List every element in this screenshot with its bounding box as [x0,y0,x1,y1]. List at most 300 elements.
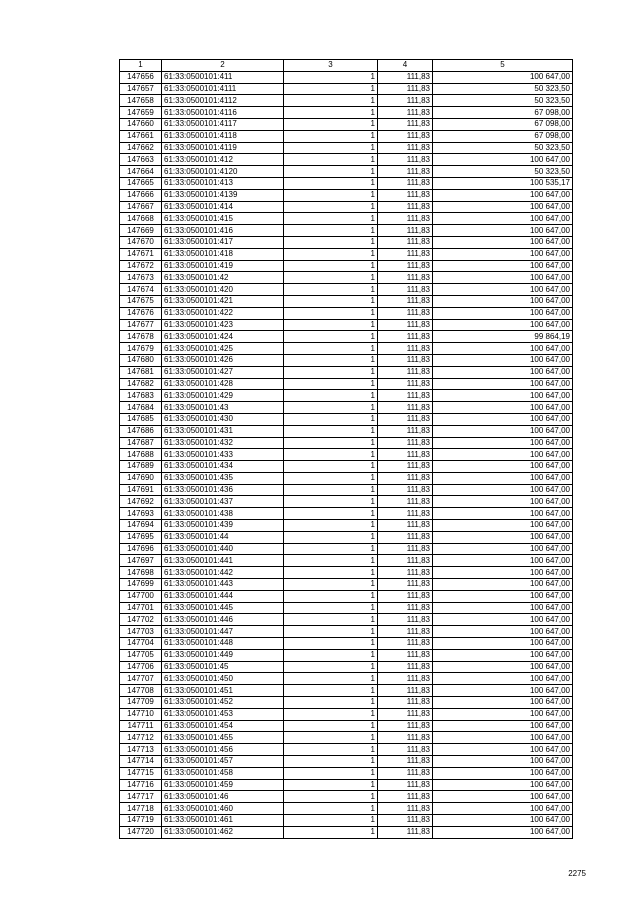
table-cell: 1 [284,307,378,319]
table-cell: 111,83 [378,248,433,260]
table-cell: 111,83 [378,449,433,461]
table-cell: 111,83 [378,343,433,355]
table-cell: 61:33:0500101:439 [162,520,284,532]
table-cell: 61:33:0500101:458 [162,767,284,779]
table-cell: 1 [284,236,378,248]
table-cell: 147674 [120,284,162,296]
table-cell: 147672 [120,260,162,272]
table-row [120,390,573,402]
table-cell: 1 [284,378,378,390]
table-cell: 111,83 [378,366,433,378]
table-row [120,472,573,484]
table-cell: 61:33:0500101:451 [162,685,284,697]
table-cell: 147716 [120,779,162,791]
table-cell: 50 323,50 [433,83,573,95]
table-row [120,461,573,473]
table-cell: 61:33:0500101:452 [162,697,284,709]
table-row [120,378,573,390]
table-cell: 1 [284,118,378,130]
table-cell: 61:33:0500101:445 [162,602,284,614]
table-cell: 61:33:0500101:437 [162,496,284,508]
table-cell: 1 [284,83,378,95]
table-cell: 1 [284,248,378,260]
table-cell: 61:33:0500101:436 [162,484,284,496]
table-row [120,142,573,154]
table-row [120,779,573,791]
table-cell: 147659 [120,107,162,119]
table-cell: 100 647,00 [433,638,573,650]
table-cell: 100 647,00 [433,614,573,626]
table-row [120,626,573,638]
table-cell: 50 323,50 [433,142,573,154]
table-cell: 100 647,00 [433,697,573,709]
table-row [120,614,573,626]
table-row [120,590,573,602]
table-row [120,484,573,496]
table-row [120,673,573,685]
table-row [120,732,573,744]
table-cell: 1 [284,555,378,567]
table-cell: 61:33:0500101:460 [162,803,284,815]
table-cell: 111,83 [378,83,433,95]
table-cell: 61:33:0500101:426 [162,354,284,366]
table-cell: 100 647,00 [433,531,573,543]
table-cell: 147679 [120,343,162,355]
table-cell: 61:33:0500101:428 [162,378,284,390]
table-cell: 100 647,00 [433,661,573,673]
table-cell: 100 647,00 [433,520,573,532]
table-row [120,107,573,119]
table-cell: 111,83 [378,496,433,508]
table-cell: 61:33:0500101:457 [162,756,284,768]
table-cell: 100 647,00 [433,496,573,508]
table-cell: 147707 [120,673,162,685]
table-row [120,213,573,225]
table-cell: 111,83 [378,213,433,225]
table-row [120,496,573,508]
table-row [120,154,573,166]
table-row [120,508,573,520]
table-cell: 147717 [120,791,162,803]
table-row [120,295,573,307]
table-cell: 147665 [120,177,162,189]
table-cell: 100 647,00 [433,390,573,402]
table-cell: 1 [284,590,378,602]
table-row [120,331,573,343]
table-cell: 111,83 [378,826,433,838]
table-cell: 1 [284,673,378,685]
table-cell: 100 647,00 [433,626,573,638]
table-row [120,767,573,779]
table-cell: 111,83 [378,425,433,437]
table-cell: 50 323,50 [433,95,573,107]
table-cell: 147668 [120,213,162,225]
table-cell: 1 [284,225,378,237]
table-cell: 61:33:0500101:440 [162,543,284,555]
table-cell: 61:33:0500101:43 [162,402,284,414]
table-cell: 1 [284,803,378,815]
table-row [120,543,573,555]
table-cell: 100 647,00 [433,579,573,591]
table-cell: 147706 [120,661,162,673]
table-cell: 61:33:0500101:413 [162,177,284,189]
table-cell: 61:33:0500101:424 [162,331,284,343]
table-cell: 147661 [120,130,162,142]
table-cell: 147662 [120,142,162,154]
table-row [120,343,573,355]
table-cell: 61:33:0500101:411 [162,71,284,83]
table-cell: 1 [284,177,378,189]
table-cell: 111,83 [378,756,433,768]
table-cell: 1 [284,260,378,272]
table-cell: 147695 [120,531,162,543]
table-cell: 147704 [120,638,162,650]
table-cell: 1 [284,366,378,378]
table-cell: 1 [284,272,378,284]
table-cell: 111,83 [378,649,433,661]
table-cell: 1 [284,649,378,661]
table-row [120,803,573,815]
table-cell: 111,83 [378,732,433,744]
table-row [120,413,573,425]
table-cell: 147708 [120,685,162,697]
table-cell: 1 [284,756,378,768]
table-cell: 1 [284,508,378,520]
table-cell: 111,83 [378,626,433,638]
table-cell: 111,83 [378,437,433,449]
table-cell: 100 647,00 [433,284,573,296]
table-cell: 100 535,17 [433,177,573,189]
table-cell: 111,83 [378,484,433,496]
table-cell: 61:33:0500101:431 [162,425,284,437]
table-row [120,555,573,567]
table-cell: 100 647,00 [433,484,573,496]
table-row [120,720,573,732]
table-cell: 111,83 [378,107,433,119]
table-cell: 111,83 [378,295,433,307]
table-row [120,225,573,237]
table-cell: 1 [284,213,378,225]
table-cell: 100 647,00 [433,354,573,366]
table-cell: 100 647,00 [433,154,573,166]
table-cell: 111,83 [378,661,433,673]
table-row [120,236,573,248]
table-cell: 111,83 [378,307,433,319]
table-cell: 147675 [120,295,162,307]
table-cell: 111,83 [378,272,433,284]
table-row [120,118,573,130]
table-cell: 1 [284,708,378,720]
table-cell: 61:33:0500101:454 [162,720,284,732]
table-cell: 1 [284,815,378,827]
table-cell: 100 647,00 [433,685,573,697]
table-cell: 111,83 [378,531,433,543]
table-cell: 111,83 [378,579,433,591]
table-cell: 1 [284,331,378,343]
table-cell: 61:33:0500101:442 [162,567,284,579]
table-cell: 1 [284,779,378,791]
table-row [120,756,573,768]
table-cell: 61:33:0500101:422 [162,307,284,319]
table-cell: 1 [284,614,378,626]
table-cell: 100 647,00 [433,319,573,331]
table-cell: 1 [284,201,378,213]
table-cell: 100 647,00 [433,449,573,461]
table-cell: 111,83 [378,331,433,343]
table-cell: 1 [284,130,378,142]
table-cell: 100 647,00 [433,201,573,213]
table-cell: 100 647,00 [433,708,573,720]
table-cell: 100 647,00 [433,803,573,815]
table-cell: 147697 [120,555,162,567]
table-cell: 50 323,50 [433,166,573,178]
table-cell: 1 [284,71,378,83]
table-cell: 100 647,00 [433,343,573,355]
table-row [120,354,573,366]
column-header: 2 [162,60,284,72]
table-cell: 1 [284,826,378,838]
table-cell: 111,83 [378,284,433,296]
table-cell: 147678 [120,331,162,343]
table-cell: 61:33:0500101:421 [162,295,284,307]
table-cell: 61:33:0500101:447 [162,626,284,638]
table-cell: 147718 [120,803,162,815]
table-cell: 1 [284,166,378,178]
table-cell: 111,83 [378,189,433,201]
table-cell: 100 647,00 [433,673,573,685]
table-cell: 61:33:0500101:4112 [162,95,284,107]
table-row [120,744,573,756]
table-cell: 147664 [120,166,162,178]
table-cell: 1 [284,520,378,532]
table-cell: 61:33:0500101:441 [162,555,284,567]
table-row [120,685,573,697]
table-cell: 100 647,00 [433,602,573,614]
table-cell: 100 647,00 [433,543,573,555]
table-cell: 147709 [120,697,162,709]
table-cell: 147710 [120,708,162,720]
table-cell: 61:33:0500101:433 [162,449,284,461]
table-cell: 61:33:0500101:453 [162,708,284,720]
table-cell: 147680 [120,354,162,366]
table-cell: 100 647,00 [433,461,573,473]
table-row [120,815,573,827]
table-cell: 100 647,00 [433,272,573,284]
table-cell: 147719 [120,815,162,827]
table-row [120,449,573,461]
table-cell: 111,83 [378,130,433,142]
table-cell: 111,83 [378,118,433,130]
table-cell: 1 [284,154,378,166]
table-row [120,201,573,213]
table-row [120,177,573,189]
table-cell: 111,83 [378,472,433,484]
table-cell: 147700 [120,590,162,602]
table-cell: 1 [284,413,378,425]
table-cell: 100 647,00 [433,236,573,248]
table-row [120,307,573,319]
table-cell: 147684 [120,402,162,414]
table-cell: 111,83 [378,614,433,626]
table-cell: 99 864,19 [433,331,573,343]
table-cell: 61:33:0500101:446 [162,614,284,626]
table-row [120,649,573,661]
table-row [120,437,573,449]
table-cell: 61:33:0500101:456 [162,744,284,756]
table-cell: 147686 [120,425,162,437]
table-cell: 67 098,00 [433,118,573,130]
table-cell: 100 647,00 [433,555,573,567]
table-cell: 100 647,00 [433,649,573,661]
table-cell: 147671 [120,248,162,260]
table-row [120,425,573,437]
table-cell: 111,83 [378,201,433,213]
table-cell: 1 [284,626,378,638]
table-row [120,71,573,83]
table-cell: 111,83 [378,390,433,402]
table-cell: 147689 [120,461,162,473]
table-cell: 61:33:0500101:45 [162,661,284,673]
table-cell: 111,83 [378,791,433,803]
table-cell: 1 [284,472,378,484]
table-cell: 67 098,00 [433,107,573,119]
table-row [120,697,573,709]
table-cell: 111,83 [378,779,433,791]
table-cell: 100 647,00 [433,248,573,260]
table-cell: 111,83 [378,236,433,248]
table-cell: 100 647,00 [433,756,573,768]
table-cell: 1 [284,732,378,744]
table-cell: 147660 [120,118,162,130]
table-row [120,520,573,532]
table-cell: 111,83 [378,166,433,178]
table-cell: 111,83 [378,767,433,779]
table-cell: 67 098,00 [433,130,573,142]
table-row [120,166,573,178]
table-cell: 147667 [120,201,162,213]
table-row [120,366,573,378]
table-cell: 100 647,00 [433,791,573,803]
table-row [120,83,573,95]
table-cell: 1 [284,437,378,449]
table-cell: 61:33:0500101:459 [162,779,284,791]
table-cell: 61:33:0500101:417 [162,236,284,248]
table-cell: 147663 [120,154,162,166]
table-cell: 147669 [120,225,162,237]
table-cell: 61:33:0500101:443 [162,579,284,591]
table-cell: 61:33:0500101:435 [162,472,284,484]
table-cell: 111,83 [378,402,433,414]
table-cell: 147703 [120,626,162,638]
table-cell: 147712 [120,732,162,744]
table-cell: 61:33:0500101:429 [162,390,284,402]
table-cell: 100 647,00 [433,366,573,378]
table-cell: 111,83 [378,744,433,756]
table-cell: 147690 [120,472,162,484]
table-cell: 111,83 [378,354,433,366]
table-cell: 147702 [120,614,162,626]
table-row [120,189,573,201]
table-cell: 111,83 [378,319,433,331]
table-cell: 1 [284,449,378,461]
table-cell: 1 [284,697,378,709]
table-cell: 61:33:0500101:444 [162,590,284,602]
table-cell: 1 [284,661,378,673]
table-cell: 147713 [120,744,162,756]
table-row [120,826,573,838]
page-number: 2275 [568,869,586,878]
table-cell: 111,83 [378,638,433,650]
table-cell: 1 [284,543,378,555]
table-row [120,272,573,284]
table-cell: 100 647,00 [433,590,573,602]
table-row [120,791,573,803]
table-cell: 147692 [120,496,162,508]
table-cell: 147685 [120,413,162,425]
table-cell: 100 647,00 [433,732,573,744]
table-cell: 61:33:0500101:4118 [162,130,284,142]
table-cell: 147714 [120,756,162,768]
table-cell: 100 647,00 [433,413,573,425]
table-cell: 61:33:0500101:434 [162,461,284,473]
table-row [120,284,573,296]
table-cell: 111,83 [378,154,433,166]
column-header: 4 [378,60,433,72]
table-cell: 100 647,00 [433,225,573,237]
table-cell: 1 [284,638,378,650]
table-row [120,402,573,414]
table-cell: 147694 [120,520,162,532]
table-cell: 100 647,00 [433,826,573,838]
table-cell: 147720 [120,826,162,838]
table-row [120,319,573,331]
table-cell: 1 [284,354,378,366]
table-cell: 147715 [120,767,162,779]
table-cell: 1 [284,142,378,154]
column-header: 5 [433,60,573,72]
table-cell: 147693 [120,508,162,520]
table-cell: 61:33:0500101:462 [162,826,284,838]
table-cell: 111,83 [378,260,433,272]
table-cell: 61:33:0500101:4116 [162,107,284,119]
table-cell: 100 647,00 [433,213,573,225]
table-cell: 61:33:0500101:4119 [162,142,284,154]
column-header: 3 [284,60,378,72]
table-cell: 100 647,00 [433,744,573,756]
table-cell: 1 [284,791,378,803]
table-cell: 61:33:0500101:46 [162,791,284,803]
table-cell: 147711 [120,720,162,732]
table-cell: 100 647,00 [433,378,573,390]
table-row [120,579,573,591]
table-cell: 100 647,00 [433,260,573,272]
table-cell: 61:33:0500101:430 [162,413,284,425]
table-body [120,71,573,838]
table-cell: 147656 [120,71,162,83]
table-cell: 1 [284,602,378,614]
table-cell: 1 [284,720,378,732]
table-cell: 111,83 [378,555,433,567]
table-cell: 147658 [120,95,162,107]
table-cell: 61:33:0500101:416 [162,225,284,237]
table-cell: 1 [284,579,378,591]
table-cell: 147691 [120,484,162,496]
table-cell: 61:33:0500101:418 [162,248,284,260]
column-header: 1 [120,60,162,72]
table-row [120,95,573,107]
table-cell: 1 [284,107,378,119]
table-cell: 1 [284,425,378,437]
